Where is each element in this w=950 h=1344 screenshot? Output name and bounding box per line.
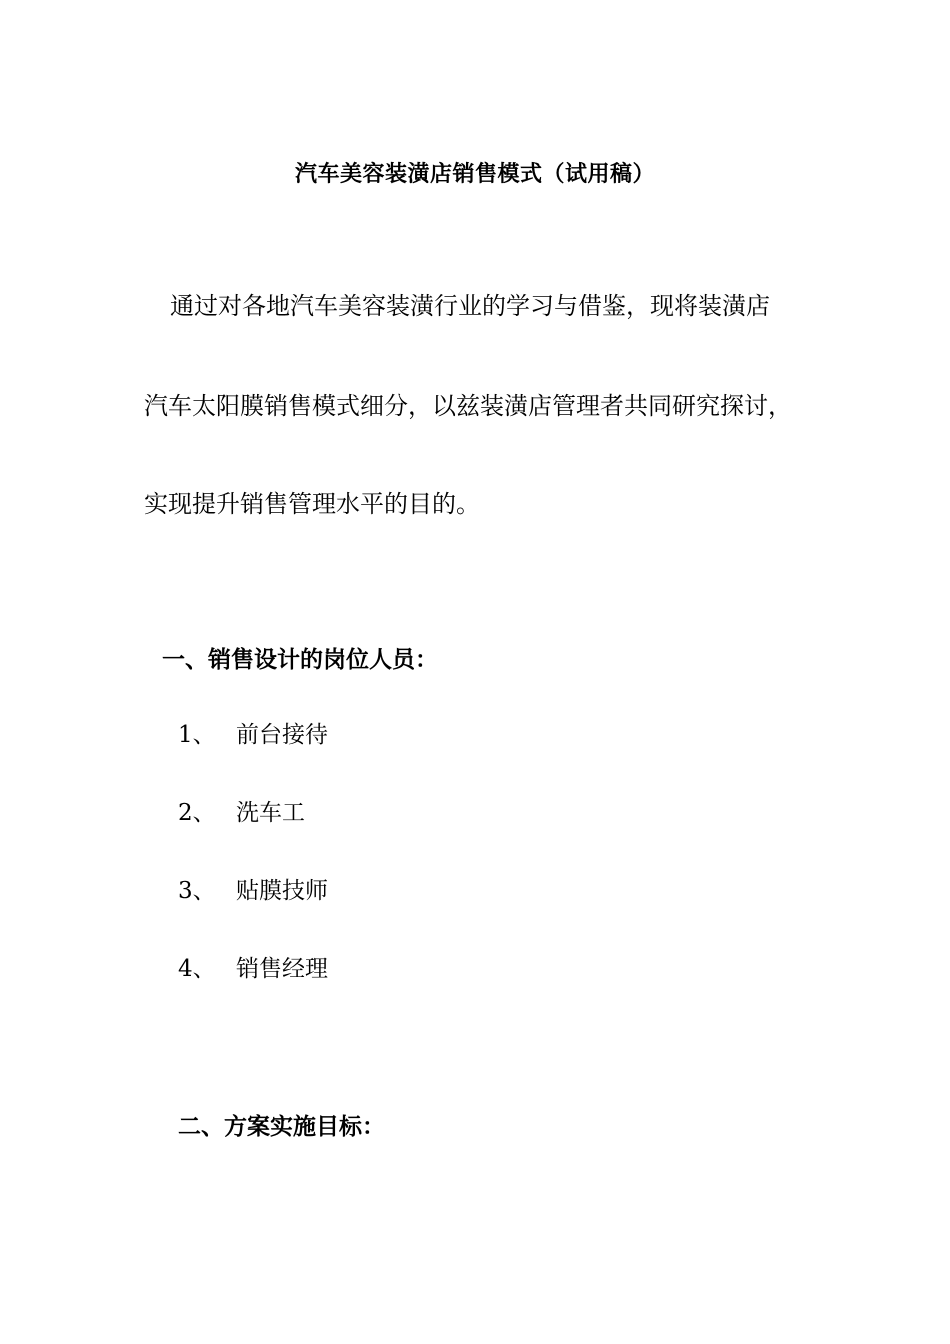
- list-item-number: 1、: [178, 722, 216, 748]
- list-item-number: 4、: [178, 956, 216, 982]
- list-item: [178, 716, 328, 749]
- list-item: [178, 872, 328, 905]
- intro-line-2: 汽车太阳膜销售模式细分，以兹装潢店管理者共同研究探讨，: [144, 392, 792, 420]
- list-item-label: 销售经理: [236, 956, 328, 982]
- section-heading-1: 一、销售设计的岗位人员：: [162, 646, 438, 673]
- list-item-number: 3、: [178, 878, 216, 904]
- document-title: 汽车美容装潢店销售模式（试用稿）: [294, 161, 655, 187]
- list-item-label: 前台接待: [236, 722, 328, 748]
- intro-line-3: 实现提升销售管理水平的目的。: [144, 490, 480, 518]
- list-item-label: 贴膜技师: [236, 878, 328, 904]
- section-heading-2: 二、方案实施目标：: [178, 1113, 385, 1140]
- list-item: [178, 950, 328, 983]
- list-item-number: 2、: [178, 800, 216, 826]
- intro-line-1: 通过对各地汽车美容装潢行业的学习与借鉴，现将装潢店: [170, 292, 770, 320]
- list-item: [178, 794, 305, 827]
- list-item-label: 洗车工: [236, 800, 305, 826]
